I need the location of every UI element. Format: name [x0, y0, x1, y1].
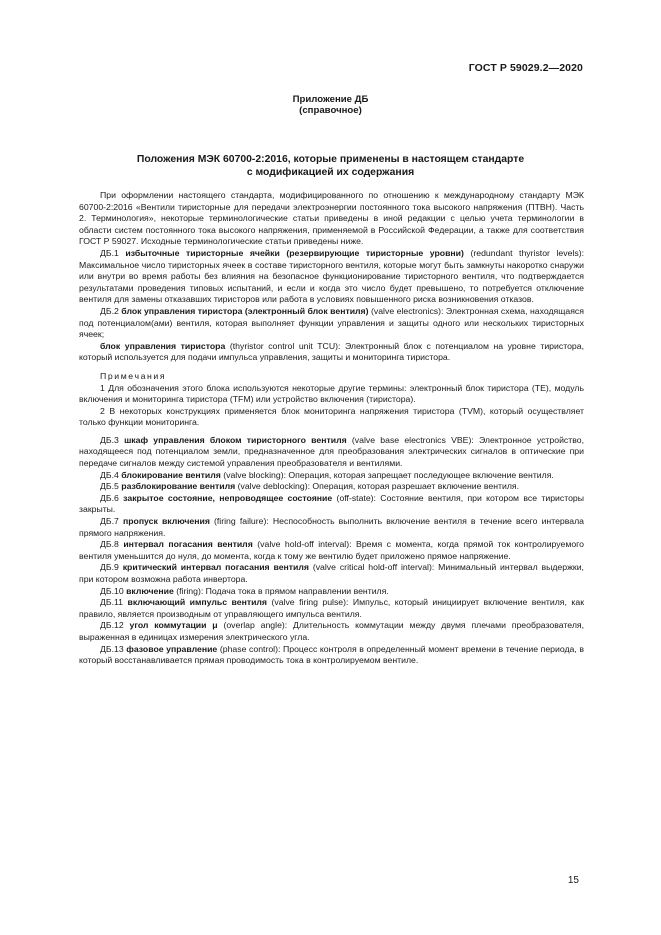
entry-definition: (firing): Подача тока в прямом направлении вентиля.	[176, 585, 389, 596]
term-entry	[79, 341, 584, 364]
entry-number: ДБ.6	[100, 492, 119, 503]
entry-number: ДБ.12	[100, 620, 124, 631]
entry-term: разблокирование вентиля	[121, 481, 236, 492]
term-entry	[79, 586, 584, 598]
notes-title: Примечания	[100, 370, 167, 381]
entry-term: фазовое управление	[126, 643, 218, 654]
entry-definition: (redundant thyristor levels): Максимальное число тиристорных ячеек в составе тиристорного вентиля, которые могут быть замкнуты накоротко снаружи или внутри во время работы без влияния на безопасное функционирование тиристорного вентиля, что подтверждается результатами проведения типовых испытаний, и если и когда это число будет превышено, то потребуется отключение вентиля для замены отказавших тиристоров или работа в условиях повышенного риска возникновения отказов.	[79, 247, 585, 305]
entry-number: ДБ.4	[100, 469, 119, 480]
entry-term: пропуск включения	[122, 516, 210, 527]
entry-number: ДБ.3	[100, 434, 119, 445]
entry-term: включающий импульс вентиля	[127, 597, 268, 608]
section-heading-line-1: Положения МЭК 60700-2:2016, которые применены в настоящем стандарте	[136, 154, 525, 165]
entry-number: ДБ.13	[100, 643, 124, 654]
entry-number: ДБ.7	[100, 516, 119, 527]
entry-definition: (firing failure): Неспособность выполнить включение вентиля в течение всего интервала прямого напряжения.	[79, 516, 585, 538]
annex-subtitle: (справочное)	[299, 105, 362, 116]
entry-definition: (valve hold-off interval): Время с момента, когда прямой ток контролируемого вентиля уменьшится до нуля, до момента, когда к тому же вентилю будет приложено прямое напряжение.	[79, 539, 584, 561]
entry-definition: (valve critical hold-off interval): Минимальный интервал выдержки, при котором возможна работа инвертора.	[79, 562, 584, 584]
entry-term: критический интервал погасания вентиля	[122, 562, 309, 573]
intro-paragraph: При оформлении настоящего стандарта, модифицированного по отношению к международному стандарту МЭК 60700-2:2016 «Вентили тиристорные для передачи электроэнергии постоянного тока высокого напряжения (ПТВН). Часть 2. Терминология», некоторые терминологические статьи приведены в иной редакции с целью учета терминологии в области систем постоянного тока высокого напряжения, применяемой в Российской Федерации, а также для соответствия ГОСТ Р 59027. Исходные терминологические статьи приведены ниже.	[79, 190, 584, 247]
entry-definition: (off-state): Состояние вентиля, при котором все тиристоры закрыты.	[79, 492, 585, 515]
term-entry	[79, 248, 584, 306]
term-entry	[79, 306, 584, 341]
entry-definition: (valve deblocking): Операция, которая разрешает включение вентиля.	[237, 481, 520, 492]
entry-term: закрытое состояние, непроводящее состояние	[123, 492, 333, 503]
annex-heading	[0, 94, 661, 116]
entry-definition: (valve blocking): Операция, которая запрещает последующее включение вентиля.	[223, 469, 554, 480]
entry-number: ДБ.2	[100, 305, 119, 316]
term-entry	[79, 597, 584, 620]
entry-term: блокирование вентиля	[121, 469, 221, 480]
page-number: 15	[567, 875, 579, 886]
entry-term: избыточные тиристорные ячейки (резервирующие тиристорные уровни)	[125, 247, 464, 258]
term-entry	[79, 539, 584, 562]
term-entry	[79, 644, 584, 667]
note-item: 1 Для обозначения этого блока используются некоторые другие термины: электронный блок тиристора (TE), модуль включения и мониторинга тиристора (TFM) или устройство включения (тиристора).	[79, 382, 584, 405]
section-heading-line-2: с модификацией их содержания	[246, 167, 415, 178]
annex-title: Приложение ДБ	[292, 94, 369, 105]
entry-term: блок управления тиристора	[100, 340, 226, 351]
document-body	[79, 190, 584, 667]
term-entry	[79, 435, 584, 470]
document-code: ГОСТ Р 59029.2—2020	[468, 62, 583, 74]
entry-number: ДБ.8	[100, 539, 119, 550]
term-entry	[79, 516, 584, 539]
entry-number: ДБ.9	[100, 562, 119, 573]
entry-definition: (valve base electronics VBE): Электронное устройство, находящееся под потенциалом земли, предназначенное для преобразования электрических сигналов в оптические при передаче сигналов между системой управления преобразователя и вентилями.	[79, 434, 585, 469]
term-entry	[79, 562, 584, 585]
entry-number: ДБ.1	[100, 247, 119, 258]
note-item: 2 В некоторых конструкциях применяется блок мониторинга напряжения тиристора (TVM), который осуществляет только функции мониторинга.	[79, 405, 584, 428]
entry-definition: (phase control): Процесс контроля в определенный момент времени в течение периода, в который восстанавливается прямая проводимость тока в контролируемом вентиле.	[79, 643, 584, 666]
entry-term: блок управления тиристора (электронный блок вентиля)	[121, 305, 369, 316]
entry-number: ДБ.10	[100, 585, 124, 596]
term-entry	[79, 481, 584, 493]
entry-term: включение	[126, 585, 174, 596]
entry-definition: (valve electronics): Электронная схема, находящаяся под потенциалом(ами) вентиля, которая выполняет функции управления и защиты одного или нескольких тиристорных ячеек;	[79, 305, 584, 340]
section-heading	[0, 153, 661, 179]
entry-term: интервал погасания вентиля	[123, 539, 253, 550]
entry-number: ДБ.5	[100, 481, 119, 492]
entry-definition: (valve firing pulse): Импульс, который инициирует включение вентиля, как правило, является производным от управляющего импульса вентиля.	[79, 597, 584, 619]
entry-number: ДБ.11	[100, 597, 124, 608]
term-entry	[79, 620, 584, 643]
term-entry	[79, 470, 584, 482]
entry-definition: (overlap angle): Длительность коммутации между двумя плечами преобразователя, выраженная в единицах измерения электрического угла.	[79, 620, 585, 642]
entry-term: угол коммутации μ	[129, 620, 218, 631]
term-entry	[79, 493, 584, 516]
entry-definition: (thyristor control unit TCU): Электронный блок с потенциалом на уровне тиристора, который используется для подачи импульса управления, защиты и мониторинга тиристора.	[79, 340, 585, 363]
entry-term: шкаф управления блоком тиристорного вентиля	[124, 434, 347, 445]
